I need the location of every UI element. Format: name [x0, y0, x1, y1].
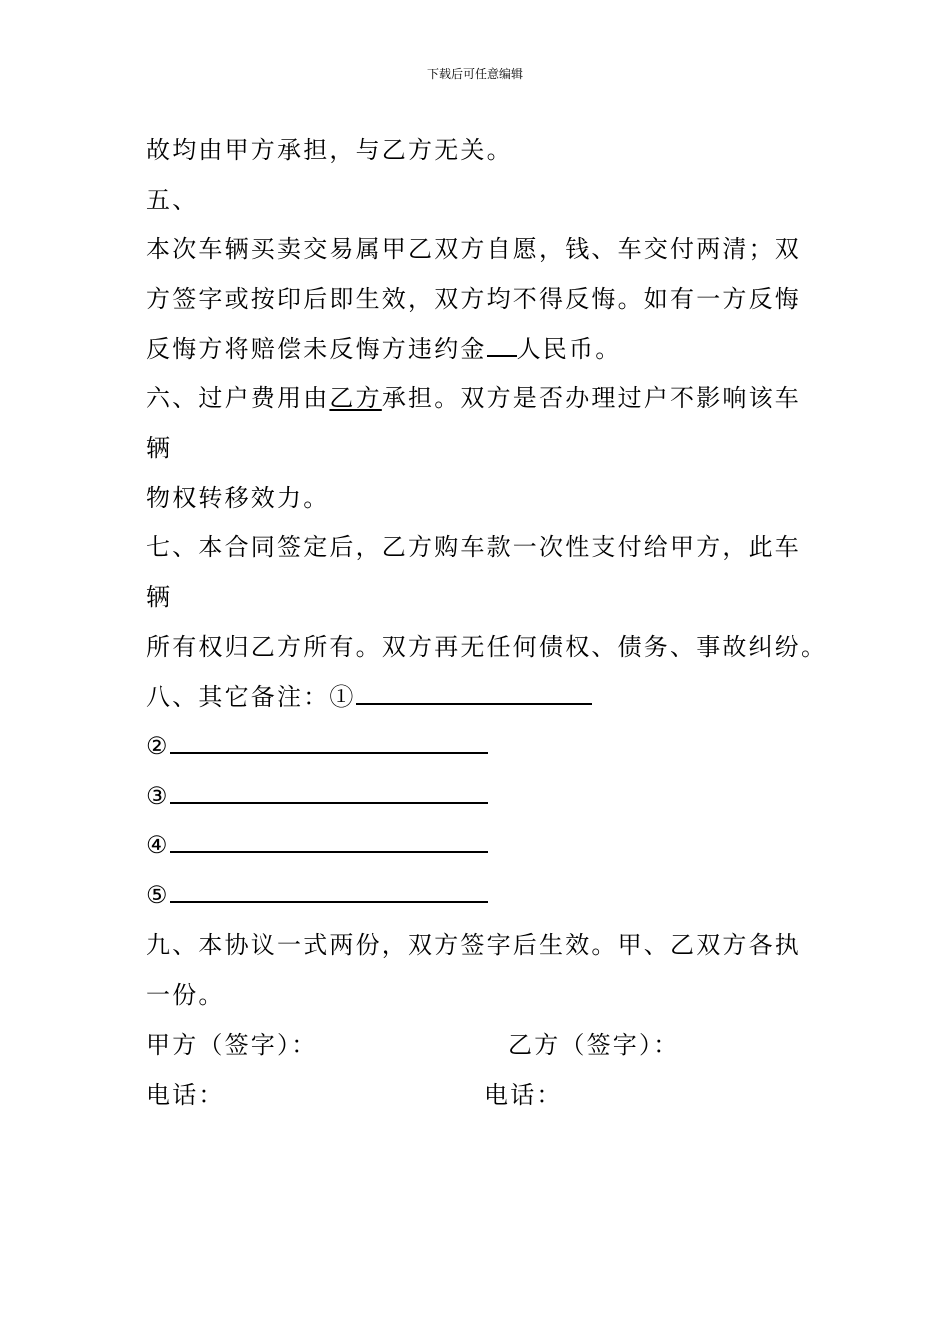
clause-7-text: 辆 [146, 583, 173, 611]
clause-6-text: 辆 [146, 434, 173, 462]
remark-4-label: ④ [146, 831, 170, 859]
remark-3 [146, 781, 488, 811]
clause-6-text [146, 383, 801, 413]
remark-4-blank[interactable] [170, 831, 488, 853]
remark-4 [146, 830, 488, 860]
clause-6-text-part: 六、过户费用由 [146, 384, 330, 412]
party-b-phone-label: 电话： [484, 1081, 563, 1109]
clause-5-text [146, 334, 621, 364]
remark-1 [146, 682, 592, 712]
party-a-signature-label: 甲方（签字）： [146, 1031, 318, 1059]
remark-3-label: ③ [146, 782, 170, 810]
party-b-signature-label: 乙方（签字）： [508, 1031, 680, 1059]
clause-9-text: 一份。 [146, 981, 225, 1009]
remark-2-blank[interactable] [170, 732, 488, 754]
fee-payer-filled: 乙方 [329, 384, 382, 412]
clause-5-text: 方签字或按印后即生效，双方均不得反悔。如有一方反悔 [146, 285, 801, 313]
remark-5-label: ⑤ [146, 881, 170, 909]
penalty-amount-blank[interactable] [487, 335, 517, 357]
remark-2-label: ② [146, 732, 170, 760]
clause-6-text: 物权转移效力。 [146, 484, 330, 512]
remark-5-blank[interactable] [170, 881, 488, 903]
clause-6-text-part: 承担。双方是否办理过户不影响该车 [381, 384, 802, 412]
page-header: 下载后可任意编辑 [426, 67, 523, 81]
remark-1-blank[interactable] [356, 683, 592, 705]
clause-text: 故均由甲方承担，与乙方无关。 [146, 136, 513, 164]
clause-5-text-part: 反悔方将赔偿未反悔方违约金 [146, 335, 487, 363]
remark-1-label: 八、其它备注：① [146, 683, 356, 711]
party-a-phone-label: 电话： [146, 1081, 225, 1109]
remark-5 [146, 880, 488, 910]
clause-5-heading: 五、 [146, 186, 199, 214]
clause-5-text: 本次车辆买卖交易属甲乙双方自愿，钱、车交付两清；双 [146, 235, 801, 263]
clause-9-text: 九、本协议一式两份，双方签字后生效。甲、乙双方各执 [146, 931, 801, 959]
clause-7-text: 所有权归乙方所有。双方再无任何债权、债务、事故纠纷。 [146, 633, 828, 661]
remark-2 [146, 731, 488, 761]
clause-5-text-part: 人民币。 [516, 335, 622, 363]
remark-3-blank[interactable] [170, 782, 488, 804]
clause-7-text: 七、本合同签定后，乙方购车款一次性支付给甲方，此车 [146, 533, 801, 561]
